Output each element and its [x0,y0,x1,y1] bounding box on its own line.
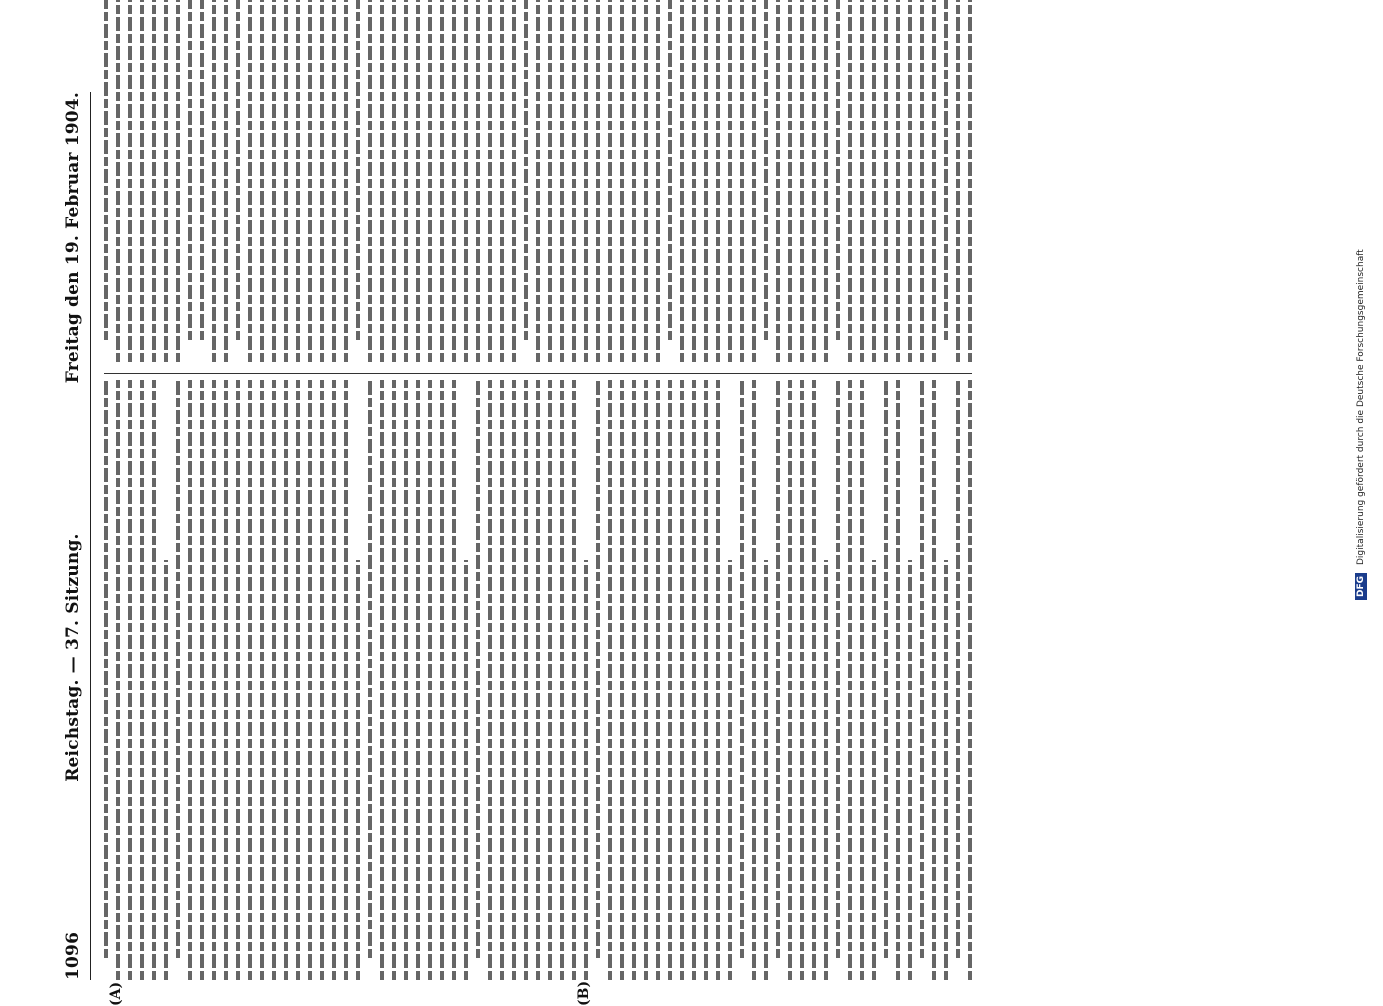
text-line-placeholder [596,380,600,958]
text-line-placeholder [668,0,672,340]
text-line-placeholder [932,380,936,980]
text-line-placeholder [872,560,876,980]
text-line-placeholder [716,0,720,362]
paragraph-placeholder [836,0,936,362]
paragraph-placeholder [956,380,972,980]
text-line-placeholder [620,0,624,362]
header-date: Freitag den 19. Februar 1904. [63,92,83,384]
text-line-placeholder [968,380,972,980]
paragraph-placeholder [668,0,756,362]
text-line-placeholder [512,380,516,980]
text-line-placeholder [356,560,360,980]
text-line-placeholder [836,380,840,958]
text-line-placeholder [632,0,636,362]
text-line-placeholder [776,380,780,958]
page-number: 1096 [63,931,83,980]
text-line-placeholder [464,560,468,980]
margin-label-a: (A) [108,981,124,1006]
paragraph-placeholder [176,380,360,980]
text-line-placeholder [632,380,636,980]
paragraph-placeholder [104,0,180,362]
text-line-placeholder [284,380,288,980]
text-line-placeholder [836,0,840,340]
digitization-credit [1350,40,1372,600]
text-line-placeholder [140,380,144,980]
text-line-placeholder [500,0,504,362]
text-line-placeholder [728,560,732,980]
text-line-placeholder [908,0,912,362]
text-line-placeholder [932,0,936,362]
text-line-placeholder [788,380,792,980]
text-line-placeholder [476,0,480,362]
text-line-placeholder [392,0,396,362]
text-line-placeholder [920,0,924,362]
text-line-placeholder [548,0,552,362]
text-line-placeholder [920,380,924,958]
text-line-placeholder [488,0,492,362]
text-line-placeholder [596,0,600,362]
text-line-placeholder [812,0,816,362]
text-line-placeholder [884,380,888,958]
text-line-placeholder [140,0,144,362]
text-line-placeholder [548,380,552,980]
text-line-placeholder [248,380,252,980]
text-line-placeholder [284,0,288,362]
paragraph-placeholder [740,380,768,980]
text-line-placeholder [656,380,660,980]
text-line-placeholder [464,0,468,362]
text-column-right [104,0,972,362]
text-line-placeholder [944,0,948,340]
text-line-placeholder [524,0,528,340]
text-line-placeholder [704,0,708,362]
text-line-placeholder [968,0,972,362]
paragraph-placeholder [596,380,732,980]
text-line-placeholder [164,560,168,980]
text-line-placeholder [248,0,252,362]
text-line-placeholder [440,0,444,362]
text-line-placeholder [944,560,948,980]
text-line-placeholder [224,0,228,362]
text-line-placeholder [776,0,780,362]
text-line-placeholder [152,0,156,362]
text-line-placeholder [524,380,528,980]
text-line-placeholder [572,380,576,980]
text-line-placeholder [176,0,180,362]
text-line-placeholder [512,0,516,362]
text-line-placeholder [344,0,348,362]
text-line-placeholder [704,380,708,980]
paragraph-placeholder [836,380,876,980]
text-line-placeholder [764,560,768,980]
text-line-placeholder [740,0,744,362]
text-line-placeholder [272,380,276,980]
paragraph-placeholder [920,380,948,980]
text-line-placeholder [428,380,432,980]
text-line-placeholder [176,380,180,958]
text-line-placeholder [860,380,864,980]
text-line-placeholder [680,380,684,980]
text-line-placeholder [644,380,648,980]
text-line-placeholder [500,380,504,980]
text-line-placeholder [164,0,168,362]
text-line-placeholder [560,0,564,362]
paragraph-placeholder [368,380,468,980]
text-line-placeholder [692,380,696,980]
text-line-placeholder [848,0,852,362]
text-line-placeholder [716,380,720,980]
text-line-placeholder [752,0,756,362]
text-line-placeholder [800,380,804,980]
text-line-placeholder [356,0,360,340]
paragraph-placeholder [884,380,912,980]
text-line-placeholder [956,380,960,958]
paragraph-placeholder [188,0,192,362]
text-line-placeholder [656,0,660,362]
text-line-placeholder [116,380,120,980]
text-line-placeholder [788,0,792,362]
text-line-placeholder [452,0,456,362]
text-line-placeholder [872,0,876,362]
text-line-placeholder [740,380,744,958]
text-line-placeholder [536,0,540,362]
text-line-placeholder [608,0,612,362]
text-line-placeholder [320,0,324,362]
text-line-placeholder [884,0,888,362]
running-header [56,92,91,980]
text-line-placeholder [308,380,312,980]
paragraph-placeholder [200,0,228,362]
paragraph-placeholder [356,0,516,362]
text-line-placeholder [308,0,312,362]
text-line-placeholder [104,380,108,958]
text-line-placeholder [824,0,828,362]
text-line-placeholder [896,380,900,980]
text-line-placeholder [236,0,240,340]
text-line-placeholder [416,0,420,362]
paragraph-placeholder [236,0,348,362]
paragraph-placeholder [104,380,168,980]
text-line-placeholder [416,380,420,980]
text-line-placeholder [380,0,384,362]
text-line-placeholder [260,0,264,362]
text-line-placeholder [584,560,588,980]
header-session: Reichstag. — 37. Sitzung. [63,533,83,782]
text-line-placeholder [824,560,828,980]
text-line-placeholder [200,0,204,340]
text-line-placeholder [752,380,756,980]
text-line-placeholder [908,560,912,980]
text-line-placeholder [380,380,384,980]
text-line-placeholder [320,380,324,980]
text-line-placeholder [668,380,672,980]
dfg-logo: DFG [1355,573,1367,600]
paragraph-placeholder [524,0,660,362]
text-line-placeholder [608,380,612,980]
text-line-placeholder [224,380,228,980]
text-line-placeholder [680,0,684,362]
text-line-placeholder [332,0,336,362]
text-line-placeholder [272,0,276,362]
text-line-placeholder [620,380,624,980]
text-line-placeholder [296,0,300,362]
text-line-placeholder [392,380,396,980]
text-line-placeholder [728,0,732,362]
text-line-placeholder [476,380,480,958]
credit-text: Digitalisierung gefördert durch die Deutsche Forschungsgemeinschaft [1356,249,1366,565]
text-line-placeholder [644,0,648,362]
text-line-placeholder [404,380,408,980]
text-line-placeholder [572,0,576,362]
text-line-placeholder [956,0,960,362]
text-line-placeholder [488,380,492,980]
margin-label-b: (B) [576,980,592,1006]
text-line-placeholder [584,0,588,362]
text-line-placeholder [800,0,804,362]
text-line-placeholder [188,380,192,980]
column-divider [104,373,972,374]
text-line-placeholder [128,0,132,362]
text-line-placeholder [848,380,852,980]
text-line-placeholder [368,380,372,958]
paragraph-placeholder [944,0,972,362]
text-line-placeholder [332,380,336,980]
text-line-placeholder [236,380,240,980]
text-line-placeholder [128,380,132,980]
text-line-placeholder [428,0,432,362]
text-column-left [104,380,972,980]
text-line-placeholder [452,380,456,980]
text-line-placeholder [212,380,216,980]
text-line-placeholder [536,380,540,980]
text-line-placeholder [200,380,204,980]
paragraph-placeholder [764,0,828,362]
text-line-placeholder [212,0,216,362]
text-line-placeholder [260,380,264,980]
text-line-placeholder [152,380,156,980]
text-line-placeholder [368,0,372,362]
text-line-placeholder [296,380,300,980]
text-line-placeholder [896,0,900,362]
text-line-placeholder [692,0,696,362]
text-line-placeholder [104,0,108,340]
text-line-placeholder [440,380,444,980]
text-line-placeholder [560,380,564,980]
paragraph-placeholder [776,380,828,980]
text-line-placeholder [188,0,192,340]
text-line-placeholder [812,380,816,980]
text-line-placeholder [860,0,864,362]
text-line-placeholder [116,0,120,362]
document-page [56,70,1346,1006]
paragraph-placeholder [476,380,588,980]
text-line-placeholder [764,0,768,340]
text-line-placeholder [344,380,348,980]
text-line-placeholder [404,0,408,362]
